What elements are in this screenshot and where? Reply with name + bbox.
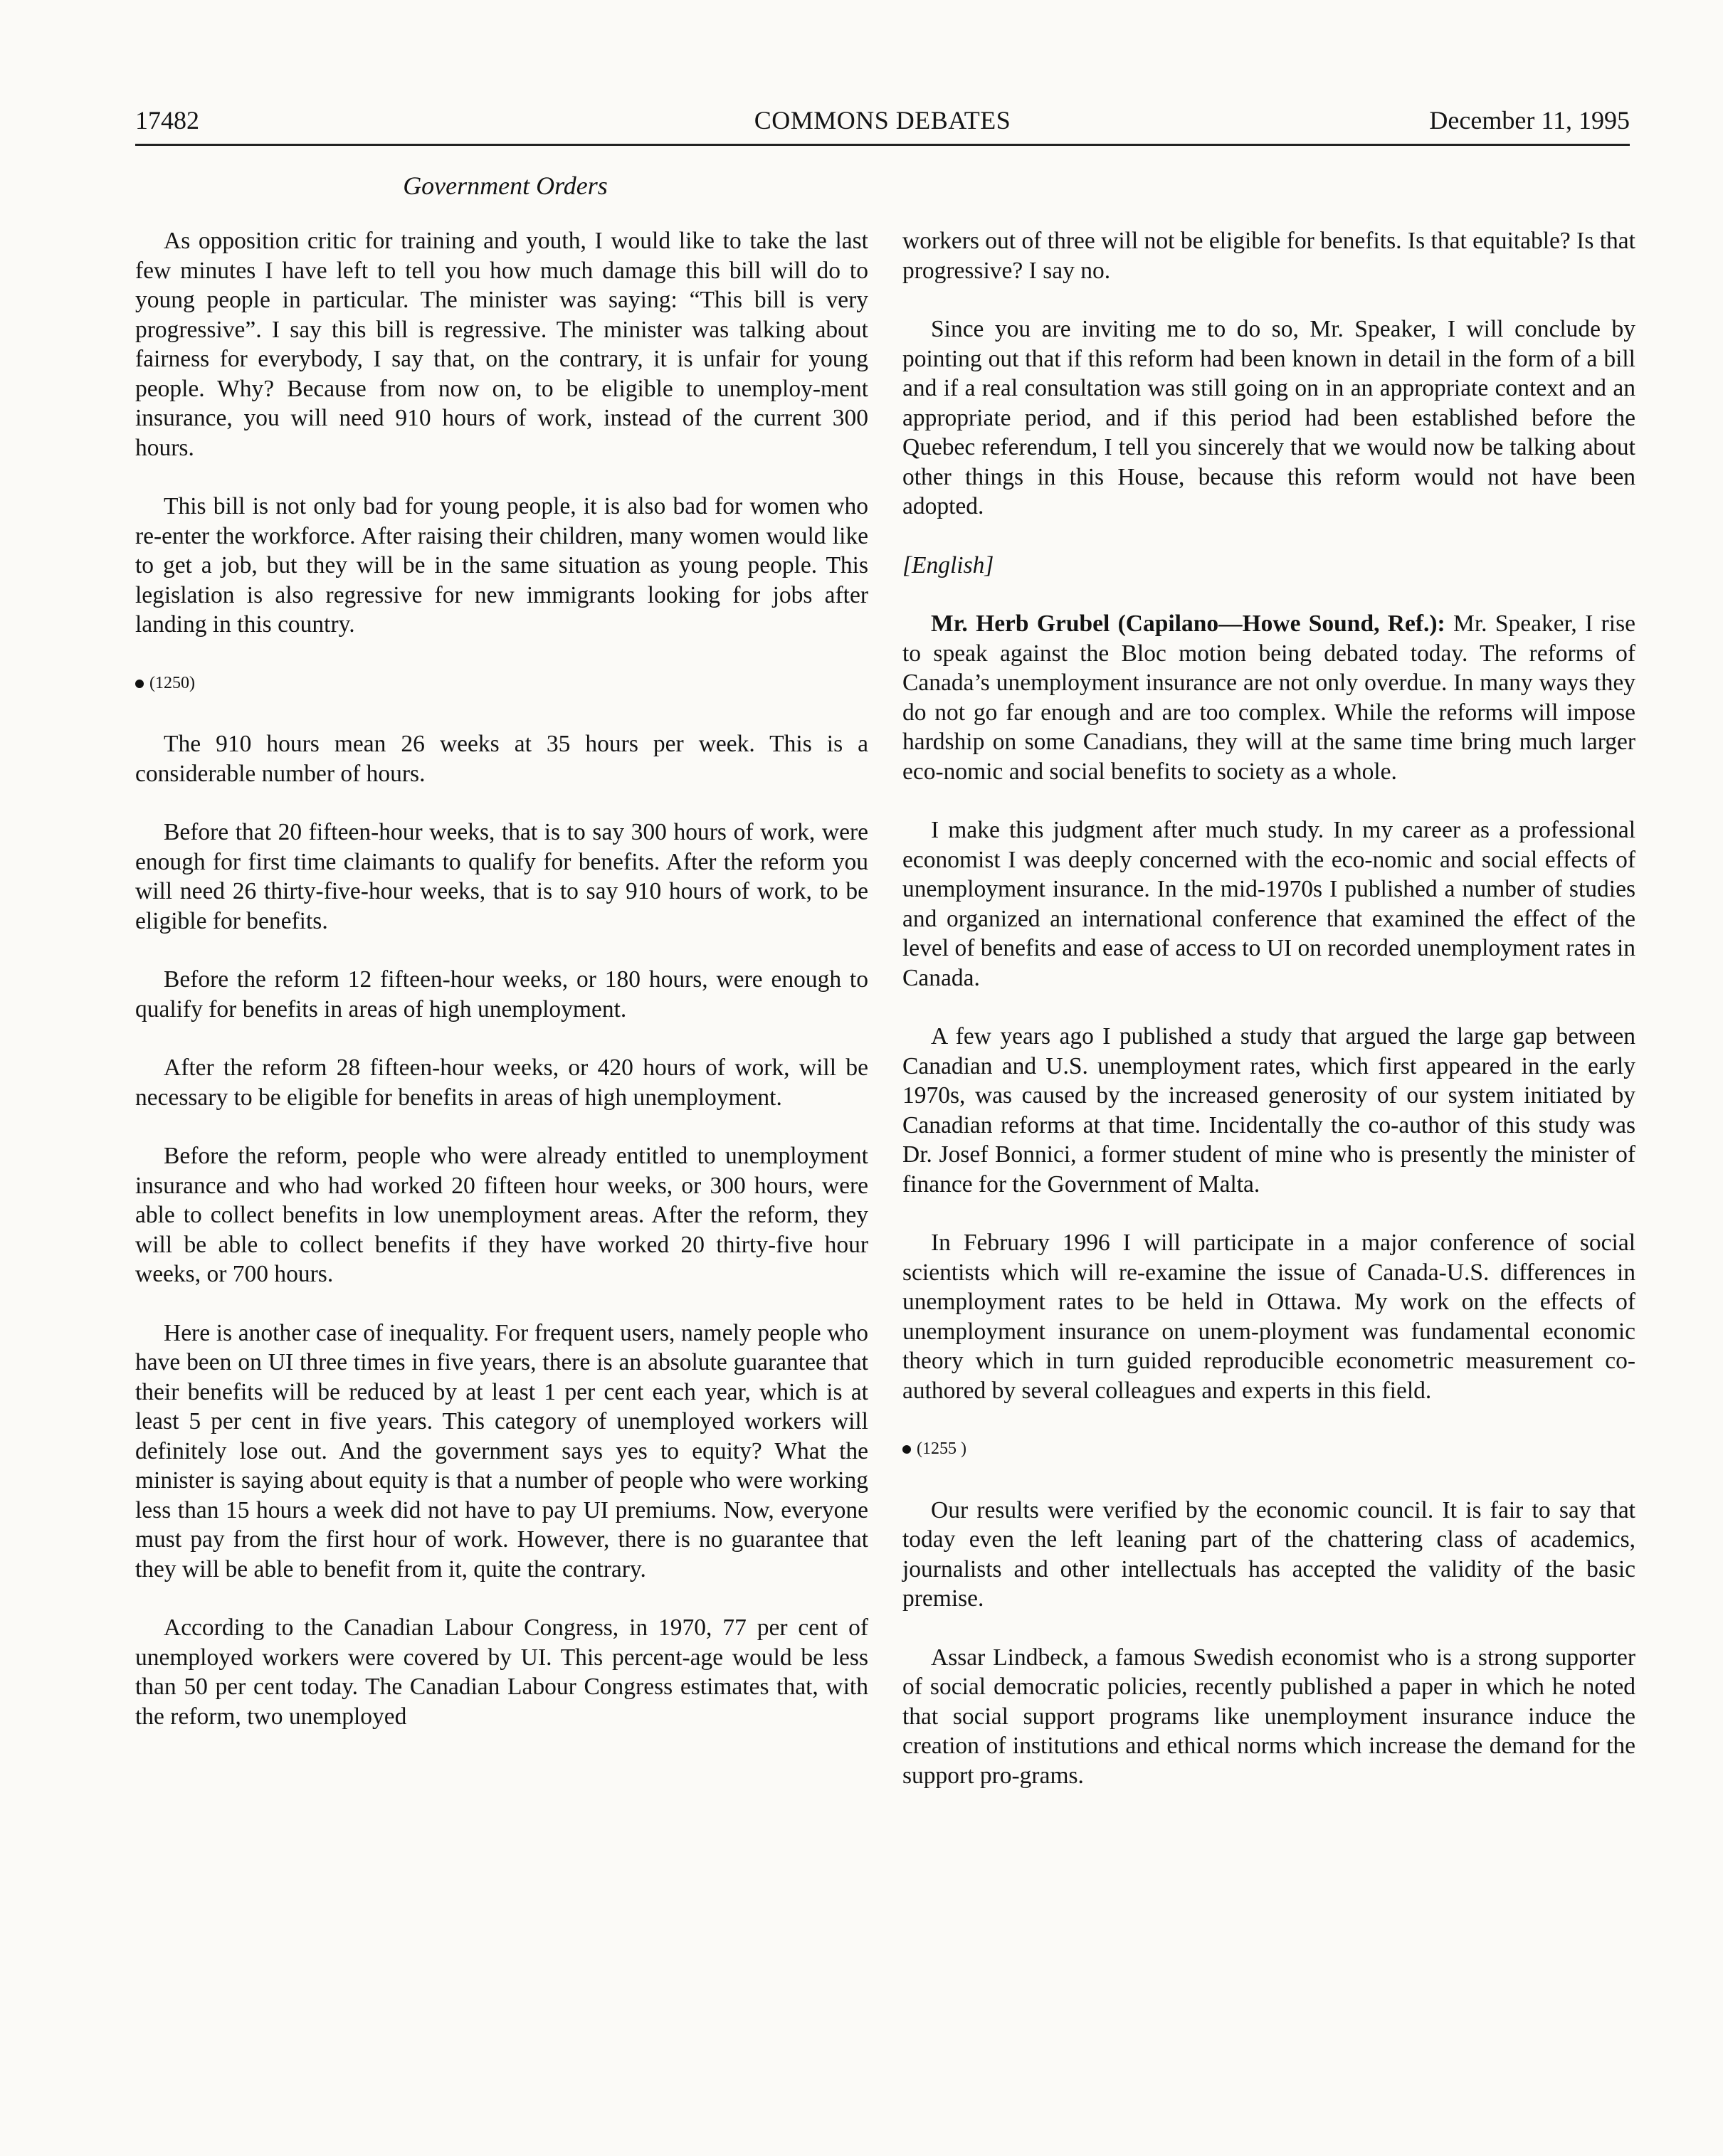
- paragraph: This bill is not only bad for young people, it is also bad for women who re-enter the workforce. After raising their children, many women would like to get a job, but they will be in the same situation as young people. This legislation is also regressive for new immigrants looking for jobs after landing in this country.: [135, 493, 868, 638]
- speaker-paragraph: [902, 609, 1635, 786]
- paragraph: A few years ago I published a study that argued the large gap between Canadian and U.S. unemployment rates, which first appeared in the early 1970s, was caused by the increased generosity of our system initiated by Canadian reforms at that time. Incidentally the co-author of this study was Dr. Josef Bonnici, a former student of mine who is presently the minister of finance for the Government of Malta.: [902, 1023, 1635, 1198]
- speaker-name: Mr. Herb Grubel (Capilano—Howe Sound, Ref.):: [931, 611, 1445, 637]
- time-marker-text: (1255 ): [917, 1439, 966, 1458]
- time-marker: [135, 669, 868, 699]
- paragraph: Before the reform, people who were already entitled to unemployment insurance and who had worked 20 fifteen hour weeks, or 300 hours, were able to collect benefits in low unemployment areas. After the reform, they will be able to collect benefits if they have worked 20 thirty-five hour weeks, or 700 hours.: [135, 1143, 868, 1287]
- paragraph: Our results were verified by the economic council. It is fair to say that today even the left leaning part of the chattering class of academics, journalists and other intellectuals has accepted the validity of the basic premise.: [902, 1496, 1635, 1612]
- paragraph: Before the reform 12 fifteen-hour weeks, or 180 hours, were enough to qualify for benefits in areas of high unemployment.: [135, 966, 868, 1022]
- paragraph: Before that 20 fifteen-hour weeks, that is to say 300 hours of work, were enough for first time claimants to qualify for benefits. After the reform you will need 26 thirty-five-hour weeks, that is to say 910 hours of work, to be eligible for benefits.: [135, 819, 868, 934]
- paragraph: In February 1996 I will participate in a major conference of social scientists which will re-examine the issue of Canada-U.S. differences in unemployment rates to be held in Ottawa. My work on the effects of unemployment insurance on unem-ployment was fundamental economic theory which in turn guided reproducible econometric measurement co-authored by several colleagues and experts in this field.: [902, 1230, 1635, 1404]
- paragraph: The 910 hours mean 26 weeks at 35 hours per week. This is a considerable number of hours.: [135, 731, 868, 787]
- publication-date: December 11, 1995: [1429, 106, 1630, 134]
- time-marker: [902, 1434, 1635, 1464]
- paragraph: As opposition critic for training and youth, I would like to take the last few minutes I have left to tell you how much damage this bill will do to young people in particular. The minister was saying: “This bill is very progressive”. I say this bill is regressive. The minister was talking about fairness for everybody, I say that, on the contrary, it is unfair for young people. Why? Because from now on, to be eligible to unemploy-ment insurance, you will need 910 hours of work, instead of the current 300 hours.: [135, 228, 868, 461]
- bullet-icon: [135, 680, 144, 688]
- time-marker-text: (1250): [149, 673, 195, 692]
- right-column: [902, 226, 1635, 1790]
- hansard-page: [135, 100, 1635, 2135]
- paragraph: Assar Lindbeck, a famous Swedish economist who is a strong supporter of social democratic policies, recently published a paper in which he noted that social support programs like unemployment insurance induce the creation of institutions and ethical norms which increase the demand for the support pro-grams.: [902, 1644, 1635, 1789]
- bullet-icon: [902, 1445, 911, 1454]
- paragraph: After the reform 28 fifteen-hour weeks, or 420 hours of work, will be necessary to be eligible for benefits in areas of high unemployment.: [135, 1055, 868, 1111]
- header-rule: [135, 144, 1630, 146]
- paragraph: I make this judgment after much study. In my career as a professional economist I was deeply concerned with the eco-nomic and social effects of unemployment insurance. In the mid-1970s I published a number of studies and organized an international conference that examined the effect of the level of benefits and ease of access to UI on recorded unemployment rates in Canada.: [902, 817, 1635, 991]
- left-column: [135, 226, 868, 1731]
- page-number: 17482: [135, 106, 199, 134]
- paragraph: Here is another case of inequality. For frequent users, namely people who have been on UI three times in five years, there is an absolute guarantee that their benefits will be reduced by at least 1 per cent each year, which is at least 5 per cent in five years. This category of unemployed workers will definitely lose out. And the government says yes to equity? What the minister is saying about equity is that a number of people who were working less than 15 hours a week did not have to pay UI premiums. Now, everyone must pay from the first hour of work. However, there is no guarantee that they will be able to benefit from it, quite the contrary.: [135, 1319, 868, 1582]
- paragraph: According to the Canadian Labour Congress, in 1970, 77 per cent of unemployed workers were covered by UI. This percent-age would be less than 50 per cent today. The Canadian Labour Congress estimates that, with the reform, two unemployed: [135, 1615, 868, 1730]
- publication-title: COMMONS DEBATES: [754, 106, 1011, 134]
- section-title: Government Orders: [403, 171, 608, 200]
- paragraph-text: Mr. Speaker, I rise to speak against the Bloc motion being debated today. The reforms of Canada’s unemployment insurance are not only overdue. In many ways they do not go far enough and are too complex. While the reforms will impose hardship on some Canadians, they will at the same time bring much larger eco-nomic and social benefits to society as a whole.: [902, 611, 1635, 785]
- paragraph: workers out of three will not be eligible for benefits. Is that equitable? Is that progressive? I say no.: [902, 228, 1635, 284]
- paragraph: Since you are inviting me to do so, Mr. Speaker, I will conclude by pointing out that if this reform had been known in detail in the form of a bill and if a real consultation was still going on in an appropriate context and an appropriate period, and if this period had been established before the Quebec referendum, I tell you sincerely that we would now be talking about other things in this House, because this reform would not have been adopted.: [902, 316, 1635, 519]
- page-header: [135, 100, 1630, 149]
- language-marker: [English]: [902, 551, 994, 578]
